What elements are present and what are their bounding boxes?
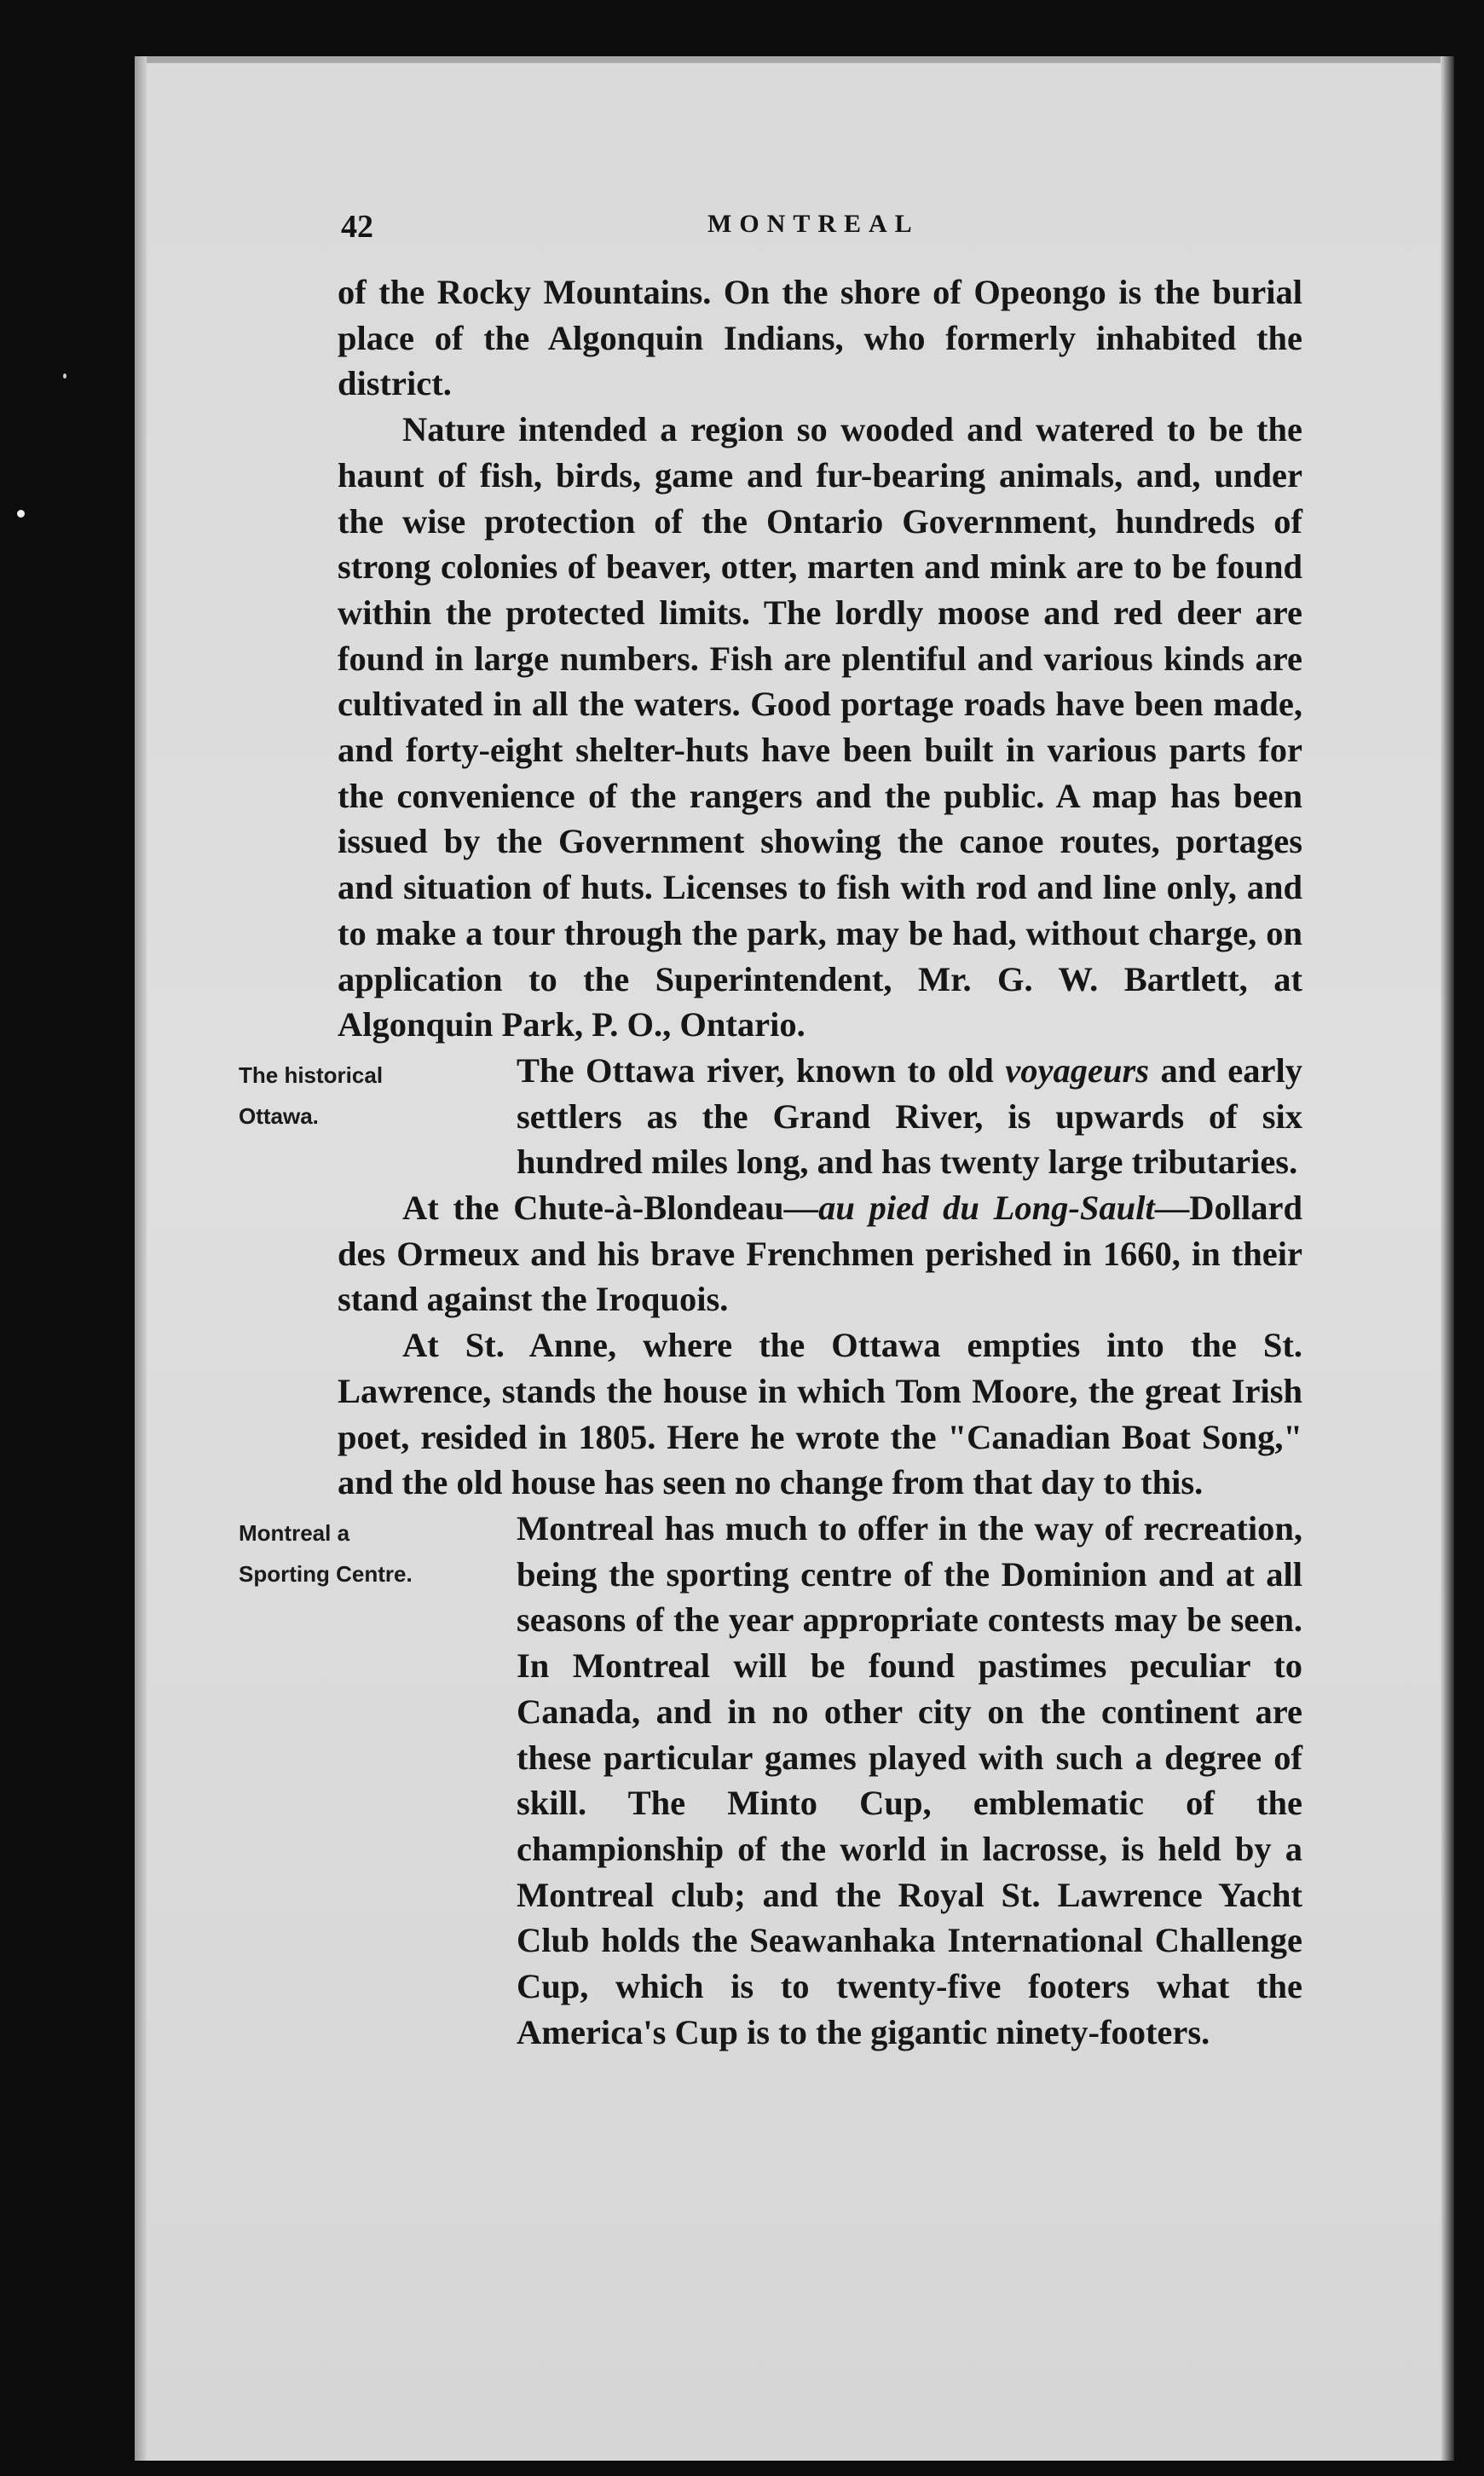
italic-phrase: au pied du Long-Sault (818, 1189, 1155, 1228)
paragraph: of the Rocky Mountains. On the shore of Opeongo is the burial place of the Algonquin Indians, who formerly inhabited the district. (338, 273, 1302, 403)
margin-note-line: Sporting Centre. (239, 1560, 413, 1587)
paragraph-text: The Ottawa river, known to old (517, 1050, 1006, 1090)
margin-note-line: The historical (239, 1062, 384, 1088)
margin-note-line: Ottawa. (239, 1102, 319, 1129)
paragraph: At St. Anne, where the Ottawa empties into the St. Lawrence, stands the house in which Tom Moore, the great Irish poet, resided in 1805. Here he wrote the "Canadian Boat Song," and the old house has seen no change from that day to this. (338, 1326, 1302, 1502)
paragraph-text: and early settlers as the Grand River, is upwards of six hundred miles long, and has twenty large tributaries. (517, 1050, 1302, 1182)
paragraph (338, 1048, 1302, 1185)
italic-term: voyageurs (1005, 1050, 1150, 1090)
paragraph: Montreal has much to offer in the way of recreation, being the sporting centre of the Dominion and at all seasons of the year appropriate contests may be seen. In Montreal will be found pastimes peculiar to Canada, and in no other city on the continent are these particular games played with such a degree of skill. The Minto Cup, emblematic of the championship of the world in lacrosse, is held by a Montreal club; and the Royal St. Lawrence Yacht Club holds the Seawanhaka International Challenge Cup, which is to twenty-five footers what the America's Cup is to the gigantic ninety-footers. (517, 1508, 1302, 2051)
page-binding-edge (135, 56, 147, 2461)
dust-speck (63, 373, 66, 379)
paragraph (338, 1185, 1302, 1322)
page-top-edge (135, 56, 1454, 63)
paragraph-text: At the Chute-à-Blondeau— (402, 1189, 819, 1228)
margin-note-historical-ottawa (239, 1055, 383, 1137)
ottawa-section (239, 1048, 1302, 1185)
body-text (239, 269, 1302, 2055)
dust-speck (17, 510, 25, 518)
running-head-title: MONTREAL (707, 210, 920, 238)
paragraph-text: —Dollard des Ormeux and his brave Frenchmen perished in 1660, in their stand against the Iroquois. (338, 1189, 1302, 1319)
running-header (341, 208, 1296, 259)
paragraph: Nature intended a region so wooded and watered to be the haunt of fish, birds, game and fur-bearing animals, and, under the wise protection of the Ontario Government, hundreds of strong colonies of beaver, otter, marten and mink are to be found within the protected limits. The lordly moose and red deer are found in large numbers. Fish are plentiful and various kinds are cultivated in all the waters. Good portage roads have been made, and forty-eight shelter-huts have been built in various parts for the convenience of the rangers and the public. A map has been issued by the Government showing the canoe routes, portages and situation of huts. Licenses to fish with rod and line only, and to make a tour through the park, may be had, without charge, on application to the Superintendent, Mr. G. W. Bartlett, at Algonquin Park, P. O., Ontario. (338, 410, 1302, 1044)
margin-note-sporting-centre (239, 1513, 413, 1594)
page-number: 42 (341, 209, 373, 245)
page-right-edge (1441, 56, 1454, 2461)
margin-note-line: Montreal a (239, 1519, 350, 1546)
sporting-centre-section (239, 1506, 1302, 2055)
